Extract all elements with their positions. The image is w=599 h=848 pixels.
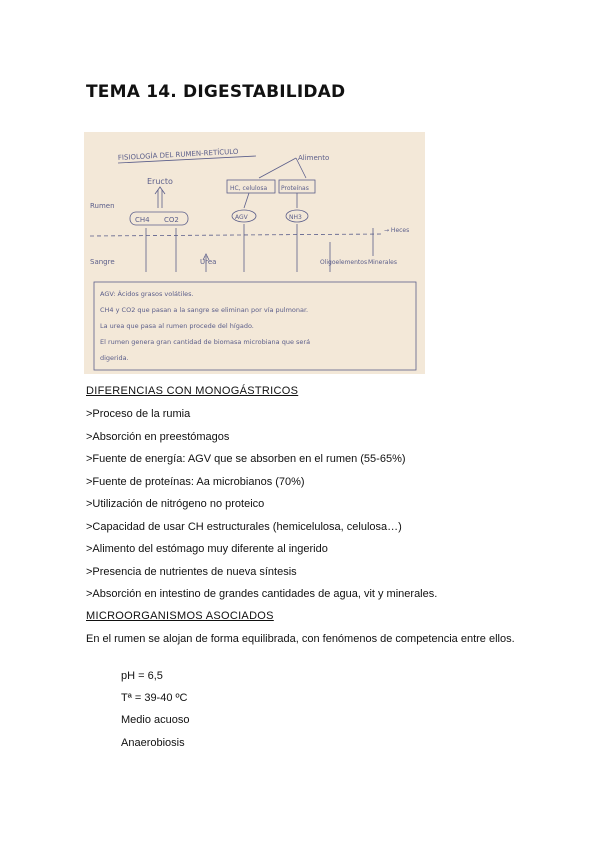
note-line: CH4 y CO2 que pasan a la sangre se eliminan por vía pulmonar. [100, 306, 309, 314]
list-item: Medio acuoso [121, 714, 190, 726]
list-item: >Proceso de la rumia [86, 408, 191, 420]
list-item: >Capacidad de usar CH estructurales (hemicelulosa, celulosa…) [86, 521, 402, 533]
note-line: El rumen genera gran cantidad de biomasa microbiana que será [100, 338, 311, 346]
label-eructo: Eructo [147, 177, 173, 186]
label-urea: Urea [200, 258, 217, 266]
label-heces: → Heces [384, 227, 410, 234]
note-line: La urea que pasa al rumen procede del hígado. [100, 322, 254, 330]
label-nh3: NH3 [289, 214, 302, 221]
label-co2: CO2 [164, 216, 179, 224]
handwritten-diagram [84, 132, 425, 374]
label-minerales: Minerales [368, 259, 397, 266]
list-item: >Fuente de proteínas: Aa microbianos (70%) [86, 476, 305, 488]
label-proteinas: Proteínas [281, 185, 309, 192]
list-item: >Presencia de nutrientes de nueva síntesis [86, 566, 297, 578]
list-item: >Alimento del estómago muy diferente al ingerido [86, 543, 328, 555]
list-item: Anaerobiosis [121, 737, 185, 749]
paragraph: En el rumen se alojan de forma equilibrada, con fenómenos de competencia entre ellos. [86, 633, 515, 645]
list-item: >Utilización de nitrógeno no proteico [86, 498, 265, 510]
list-item: >Absorción en intestino de grandes cantidades de agua, vit y minerales. [86, 588, 438, 600]
label-ch4: CH4 [135, 216, 150, 224]
list-item: pH = 6,5 [121, 670, 163, 682]
label-alimento: Alimento [298, 154, 330, 162]
section-heading-diferencias: DIFERENCIAS CON MONOGÁSTRICOS [86, 385, 299, 397]
label-agv: AGV [235, 214, 248, 221]
diagram-heading: FISIOLOGÍA DEL RUMEN-RETÍCULO [117, 147, 239, 162]
note-line: digerida. [100, 354, 129, 362]
label-rumen: Rumen [90, 202, 115, 210]
label-sangre: Sangre [90, 258, 115, 266]
rumen-physiology-sketch [84, 132, 425, 374]
label-oligoelementos: Oligoelementos [320, 259, 368, 266]
note-line: AGV: Ácidos grasos volátiles. [100, 290, 194, 298]
list-item: >Fuente de energía: AGV que se absorben en el rumen (55-65%) [86, 453, 406, 465]
list-item: >Absorción en preestómagos [86, 431, 230, 443]
label-hc: HC, celulosa [230, 185, 268, 192]
section-heading-microorganismos: MICROORGANISMOS ASOCIADOS [86, 610, 274, 622]
page-title: TEMA 14. DIGESTABILIDAD [86, 82, 346, 102]
list-item: Tª = 39-40 ºC [121, 692, 188, 704]
